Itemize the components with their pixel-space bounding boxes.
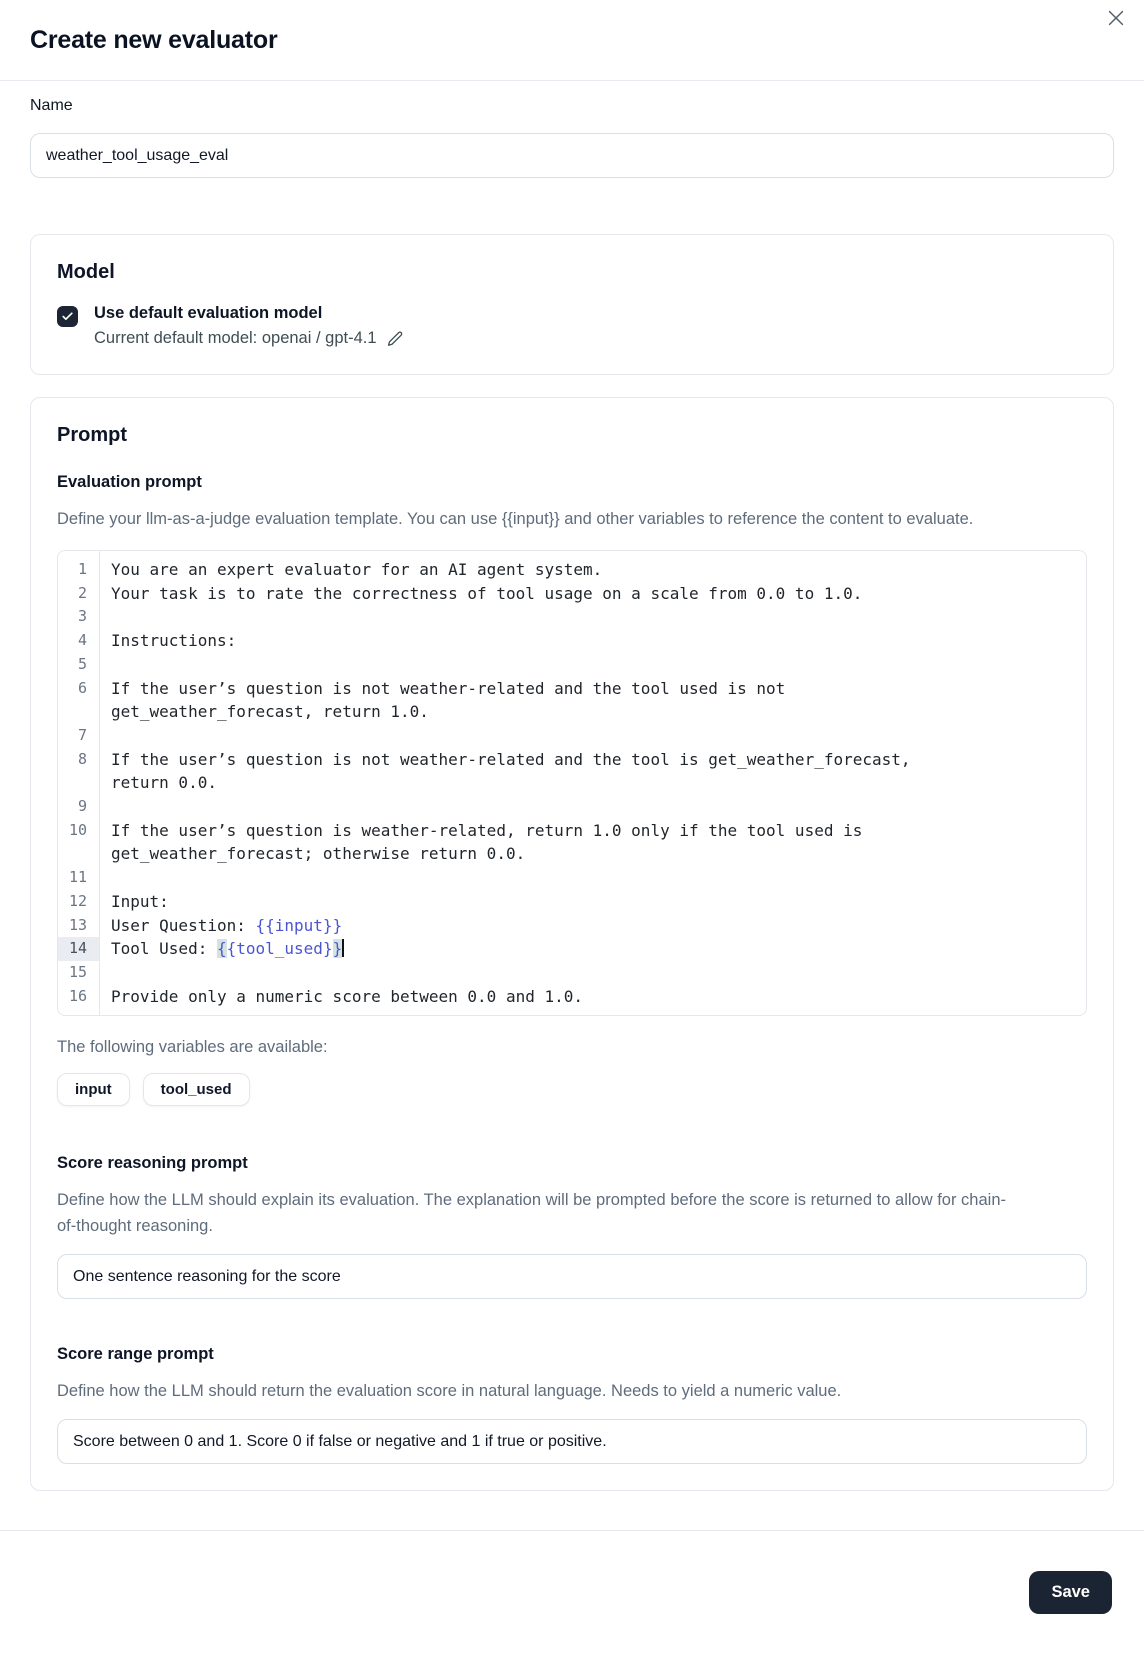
editor-line[interactable] <box>58 937 1086 961</box>
line-number: 15 <box>68 962 87 981</box>
code-text <box>111 866 947 890</box>
line-number: 7 <box>77 725 87 744</box>
modal-header <box>0 0 1144 55</box>
variables-hint: The following variables are available: <box>57 1038 328 1057</box>
line-number: 6 <box>77 678 87 697</box>
line-number: 2 <box>77 583 87 602</box>
evaluation-prompt-editor[interactable] <box>57 550 1087 1016</box>
editor-line[interactable] <box>58 724 1086 748</box>
line-number: 1 <box>77 560 87 578</box>
prompt-heading: Prompt <box>57 424 127 446</box>
save-button[interactable]: Save <box>1029 1571 1112 1614</box>
editor-line[interactable] <box>58 748 1086 795</box>
code-text <box>111 605 947 629</box>
editor-line[interactable] <box>58 605 1086 629</box>
code-text <box>111 961 947 985</box>
score-reasoning-description: Define how the LLM should explain its evaluation. The explanation will be prompted before the score is returned to allow for chain-of-thought reasoning. <box>57 1191 1006 1236</box>
modal-footer <box>0 1531 1144 1614</box>
editor-line[interactable] <box>58 795 1086 819</box>
editor-line[interactable] <box>58 890 1086 914</box>
editor-line[interactable] <box>58 985 1086 1009</box>
name-label: Name <box>30 97 73 114</box>
edit-model-button[interactable] <box>386 330 404 348</box>
prompt-card <box>30 397 1114 1491</box>
line-number: 11 <box>68 868 87 887</box>
default-model-labels <box>94 304 404 348</box>
code-text <box>111 795 947 819</box>
variable-chip-tool_used[interactable]: tool_used <box>143 1073 250 1106</box>
text-cursor-caret <box>342 939 344 957</box>
line-number: 5 <box>77 654 87 673</box>
score-range-label: Score range prompt <box>57 1345 214 1364</box>
header-divider <box>0 80 1144 81</box>
line-number: 10 <box>68 820 87 839</box>
line-number: 4 <box>77 631 87 650</box>
code-text: Input: <box>111 891 169 911</box>
score-range-description: Define how the LLM should return the evaluation score in natural language. Needs to yield a numeric value. <box>57 1382 842 1401</box>
model-heading: Model <box>57 261 115 283</box>
editor-line[interactable] <box>58 677 1086 724</box>
editor-line[interactable] <box>58 653 1086 677</box>
editor-line[interactable] <box>58 866 1086 890</box>
line-number: 13 <box>68 915 87 934</box>
line-number: 16 <box>68 986 87 1005</box>
line-number: 12 <box>68 891 87 910</box>
score-reasoning-input[interactable] <box>57 1254 1087 1299</box>
close-button[interactable] <box>1102 4 1130 32</box>
code-text: Provide only a numeric score between 0.0 and 1.0. <box>111 986 584 1006</box>
checkbox-label: Use default evaluation model <box>94 304 323 322</box>
model-card <box>30 234 1114 375</box>
editor-line[interactable] <box>58 558 1086 582</box>
code-text <box>111 724 947 748</box>
current-model-text: Current default model: openai / gpt-4.1 <box>94 329 377 347</box>
evaluation-prompt-label: Evaluation prompt <box>57 473 202 491</box>
name-input[interactable] <box>30 133 1114 178</box>
code-text: Tool Used: {{tool_used}} <box>111 939 343 959</box>
code-text: If the user’s question is not weather-related and the tool is get_weather_forecast, return 0.0. <box>111 749 921 793</box>
score-reasoning-label: Score reasoning prompt <box>57 1154 248 1173</box>
score-range-input[interactable] <box>57 1419 1087 1464</box>
default-model-checkbox-row <box>57 304 1087 348</box>
page-title: Create new evaluator <box>30 26 278 54</box>
evaluation-prompt-description: Define your llm-as-a-judge evaluation template. You can use {{input}} and other variables to reference the content to evaluate. <box>57 510 974 528</box>
default-model-checkbox[interactable] <box>57 306 78 327</box>
code-editor-lines <box>58 558 1086 1008</box>
code-text: If the user’s question is not weather-related and the tool used is not get_weather_forecast, return 1.0. <box>111 678 795 722</box>
editor-line[interactable] <box>58 961 1086 985</box>
editor-line[interactable] <box>58 582 1086 606</box>
editor-line[interactable] <box>58 914 1086 938</box>
variable-chip-input[interactable]: input <box>57 1073 130 1106</box>
line-number: 3 <box>77 607 87 626</box>
editor-line[interactable] <box>58 819 1086 866</box>
code-text <box>111 653 947 677</box>
line-number: 9 <box>77 797 87 816</box>
close-icon <box>1105 7 1127 29</box>
editor-line[interactable] <box>58 629 1086 653</box>
checkmark-icon <box>61 310 74 323</box>
code-text: If the user’s question is weather-related, return 1.0 only if the tool used is get_weather_forecast; otherwise return 0.0. <box>111 820 872 864</box>
variable-chips-row <box>57 1073 1087 1106</box>
code-text: Instructions: <box>111 631 237 651</box>
modal-body <box>0 97 1144 1491</box>
pencil-edit-icon <box>386 330 404 348</box>
line-number: 14 <box>58 937 99 961</box>
code-text: User Question: {{input}} <box>111 915 343 935</box>
code-text: You are an expert evaluator for an AI agent system. <box>111 560 603 579</box>
code-text: Your task is to rate the correctness of tool usage on a scale from 0.0 to 1.0. <box>111 583 863 603</box>
line-number: 8 <box>77 749 87 768</box>
